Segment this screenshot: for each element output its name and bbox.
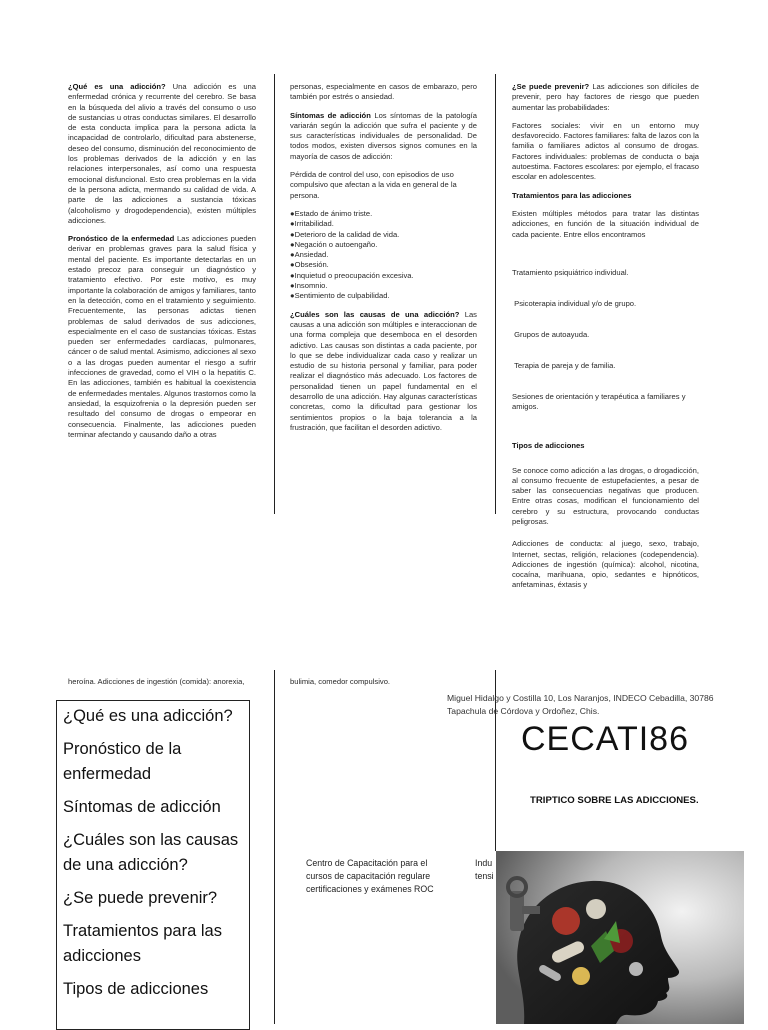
column-3 xyxy=(512,82,699,599)
list-item: Tratamiento psiquiátrico individual. xyxy=(512,268,629,278)
column-1 xyxy=(68,82,256,448)
toc-item-tratamientos: Tratamientos para las adicciones xyxy=(63,922,222,965)
list-item: ●Ansiedad. xyxy=(290,250,329,260)
text-causas: Las causas a una adicción son múltiples e interaccionan de una forma compleja que desemboca en el desorden adictivo. Las causas son distintas a cada paciente, por lo que se debe individualizar cada caso y realizar un estudio de su historia personal y familiar, para poder realizar el diagnóstico más adecuado. Los factores de personalidad tienen un papel fundamental en el desarrollo de una adicción. Hay algunas características concretas, como la dificultad para gestionar los sentimientos propios o la baja tolerancia a la frustración, que facilitan el desorden adictivo. xyxy=(290,309,477,432)
section-que-es xyxy=(68,82,256,226)
text-factores: Factores sociales: vivir en un entorno muy desfavorecido. Factores familiares: falta de lazos con la familia o familiares adictos al consumo de drogas. Factores individuales: problemas de conducta o baja autoestima. Factores escolares: por ejemplo, el fracaso escolar en adolescentes. xyxy=(512,120,699,182)
list-item: ●Negación o autoengaño. xyxy=(290,239,378,249)
text-que-es: Una adicción es una enfermedad crónica y recurrente del cerebro. Se basa en la búsqueda del alivio a través del consumo o uso de sustancias u otras conductas similares. El desarrollo de esta conducta implica para la persona adicta la incapacidad de controlarlo, dificultad para abstenerse, deseo del consumo, disminución del reconocimiento de los problemas derivados de la adicción y en las relaciones interpersonales, así como una respuesta emocional disfuncional. Esto crea problemas en la vida de la persona adicta, mermando su calidad de vida. A parte de las adicciones a sustancia tóxicas (alcoholismo y drogodependencia), existen múltiples adicciones. xyxy=(68,82,256,225)
overflow-col1: heroína. Adicciones de ingestión (comida): anorexia, xyxy=(68,677,245,686)
text-tipos: Se conoce como adicción a las drogas, o drogadicción, al consumo frecuente de estupefacientes, a pesar de saber las consecuencias negativas que producen. Entre otras cosas, modifican el funcionamiento del cerebro y su estructura, provocando conductas peligrosas. xyxy=(512,465,699,526)
text-tratamientos: Existen múltiples métodos para tratar las distintas adicciones, en función de la situación individual de cada paciente. Entre ellos encontramos xyxy=(512,208,699,239)
heading-sintomas: Síntomas de adicción xyxy=(290,110,371,120)
heading-que-es: ¿Qué es una adicción? xyxy=(68,82,166,91)
list-item: ●Irritabilidad. xyxy=(290,219,334,229)
text-continuation: personas, especialmente en casos de embarazo, pero también por estrés o ansiedad. xyxy=(290,82,477,102)
column-2 xyxy=(290,82,477,441)
head-profile-image xyxy=(496,851,744,1024)
list-item: Terapia de pareja y de familia. xyxy=(512,361,616,371)
toc-item-pronostico: Pronóstico de la enfermedad xyxy=(63,740,182,783)
cover-subtitle: TRIPTICO SOBRE LAS ADICCIONES. xyxy=(530,795,699,806)
list-item: Psicoterapia individual y/o de grupo. xyxy=(512,299,637,309)
section-prevenir xyxy=(512,82,699,113)
side-text-2: tensi xyxy=(475,871,494,881)
list-item: ●Estado de ánimo triste. xyxy=(290,208,373,218)
symptom-list xyxy=(290,209,477,302)
text-prevenir: Las adicciones son difíciles de prevenir, pero hay factores de riesgo que pueden aumentar las probabilidades: xyxy=(512,82,699,112)
heading-pronostico: Pronóstico de la enfermedad xyxy=(68,234,175,244)
cover-title: CECATI86 xyxy=(521,720,689,758)
side-text-1: Indu xyxy=(475,858,493,868)
list-item: ●Sentimiento de culpabilidad. xyxy=(290,291,390,301)
toc-item-que-es: ¿Qué es una adicción? xyxy=(63,707,233,725)
toc-item-tipos: Tipos de adicciones xyxy=(63,980,209,998)
heading-prevenir: ¿Se puede prevenir? xyxy=(512,82,590,91)
toc-item-causas: ¿Cuáles son las causas de una adicción? xyxy=(63,831,239,874)
list-item: Grupos de autoayuda. xyxy=(512,330,590,340)
toc-item-sintomas: Síntomas de adicción xyxy=(63,798,221,816)
text-perdida-control: Pérdida de control del uso, con episodios de uso compulsivo que afectan a la vida en general de la persona. xyxy=(290,170,457,200)
addiction-head-illustration xyxy=(496,851,744,1024)
center-description: Centro de Capacitación para el cursos de capacitación regulare certificaciones y exámenes ROC xyxy=(306,858,434,894)
section-causas xyxy=(290,310,477,434)
divider-bottom-1 xyxy=(274,670,275,1024)
toc-item-prevenir: ¿Se puede prevenir? xyxy=(63,889,218,907)
list-item: ●Deterioro de la calidad de vida. xyxy=(290,229,400,239)
address: Miguel Hidalgo y Costilla 10, Los Naranjos, INDECO Cebadilla, 30786 Tapachula de Córdova y Ordoñez, Chis. xyxy=(447,693,714,716)
list-item: ●Inquietud o preocupación excesiva. xyxy=(290,270,414,280)
section-sintomas xyxy=(290,111,477,162)
text-sintomas: Los síntomas de la patología variarán según la adicción que sufra el paciente y de sus características individuales de personalidad. De todos modos, existen diversos signos comunes en la mayoría de casos de adicción: xyxy=(290,110,477,161)
section-pronostico xyxy=(68,234,256,440)
heading-causas: ¿Cuáles son las causas de una adicción? xyxy=(290,309,460,319)
text-adicciones-conducta: Adicciones de conducta: al juego, sexo, trabajo, Internet, sectas, religión, relaciones (codependencia). Adicciones de ingestión (química): alcohol, nicotina, cocaína, marihuana, opio, sedantes e hipnóticos, anfetaminas, éxtasis y xyxy=(512,539,699,590)
divider-top-2 xyxy=(495,74,496,514)
contents-box xyxy=(56,700,250,1030)
list-item: ●Obsesión. xyxy=(290,260,329,270)
divider-top-1 xyxy=(274,74,275,514)
list-item: ●Insomnio. xyxy=(290,281,328,291)
treatment-list xyxy=(512,248,699,433)
overflow-col2: bulimia, comedor compulsivo. xyxy=(290,677,391,686)
text-pronostico: Las adicciones pueden derivar en problemas graves para la salud física y mental del paciente. Es importante detectarlas en un estado precoz para conseguir un diagnóstico y tratamiento efectivo. Por este motivo, es muy importante la colaboración de amigos y familiares, tanto en la detección, como en el tratamiento y seguimiento. Frecuentemente, las personas adictas tienen problemas de salud derivados de sus adicciones, especialmente en el caso de sustancias tóxicas. Estas pueden ser enfermedades cardíacas, pulmonares, cáncer o de salud mental. Asimismo, adicciones al sexo o a las drogas pueden aumentar el riesgo a sufrir infecciones de gravedad, como el VIH o la hepatitis C. En las adicciones, también es habitual la coexistencia de enfermedades mentales. Algunos trastornos como la ansiedad, la esquizofrenia o la depresión pueden ser resultado del consumo de drogas o empeorar en consecuencia. Finalmente, las adicciones pueden terminar afectando y causando daño a otras xyxy=(68,234,257,439)
heading-tipos: Tipos de adicciones xyxy=(512,441,585,451)
list-item: Sesiones de orientación y terapéutica a familiares y amigos. xyxy=(512,392,688,412)
heading-tratamientos: Tratamientos para las adicciones xyxy=(512,190,632,200)
